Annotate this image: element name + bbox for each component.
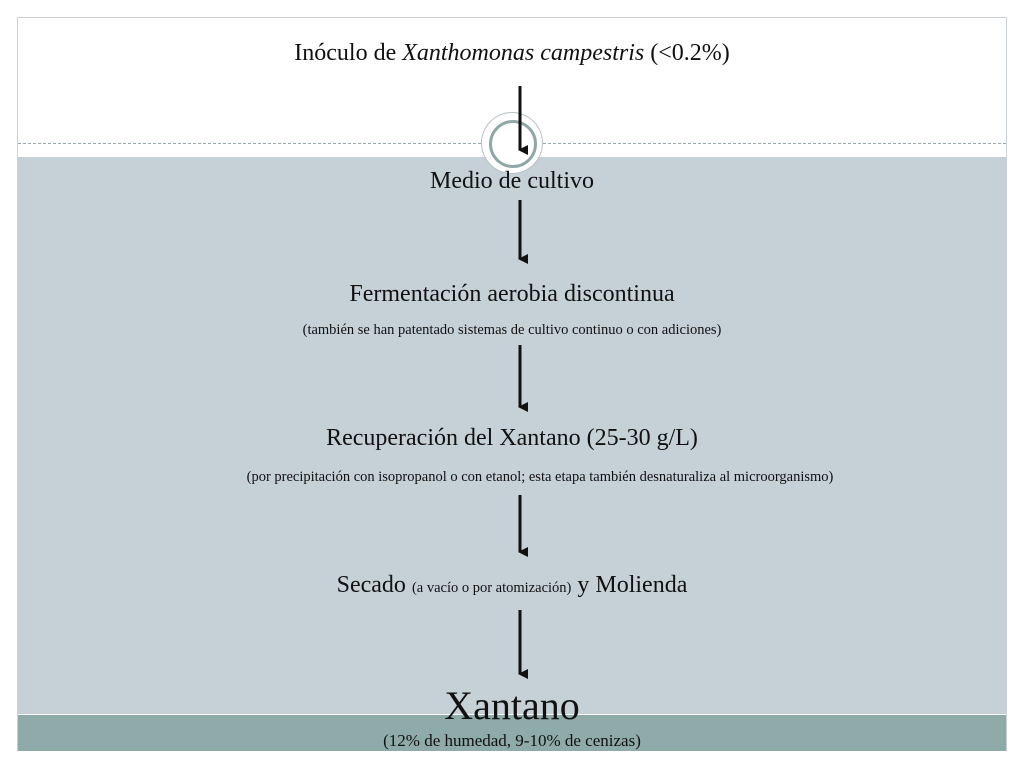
organism-name: Xanthomonas campestris [402,40,645,66]
step-fermentacion: Fermentación aerobia discontinua [349,281,675,307]
step-inoculo [0,40,1024,67]
secado-note: (a vacío o por atomización) [411,580,572,596]
step-medio: Medio de cultivo [430,168,594,194]
step-xantano-note: (12% de humedad, 9-10% de cenizas) [383,731,641,750]
ornament-ring [489,120,537,168]
secado-label-start: Secado [336,572,412,598]
inoculo-suffix: (<0.2%) [644,40,730,66]
step-fermentacion-note: (también se han patentado sistemas de cultivo continuo o con adiciones) [302,322,722,338]
step-secado [0,572,1024,599]
circle-ornament-icon [482,113,542,173]
secado-label-end: y Molienda [571,572,688,598]
step-recuperacion: Recuperación del Xantano (25-30 g/L) [326,425,698,451]
step-recuperacion-note: (por precipitación con isopropanol o con etanol; esta etapa también desnaturaliza al microorganismo) [246,469,834,485]
step-xantano: Xantano [444,683,580,728]
inoculo-prefix: Inóculo de [294,40,403,66]
